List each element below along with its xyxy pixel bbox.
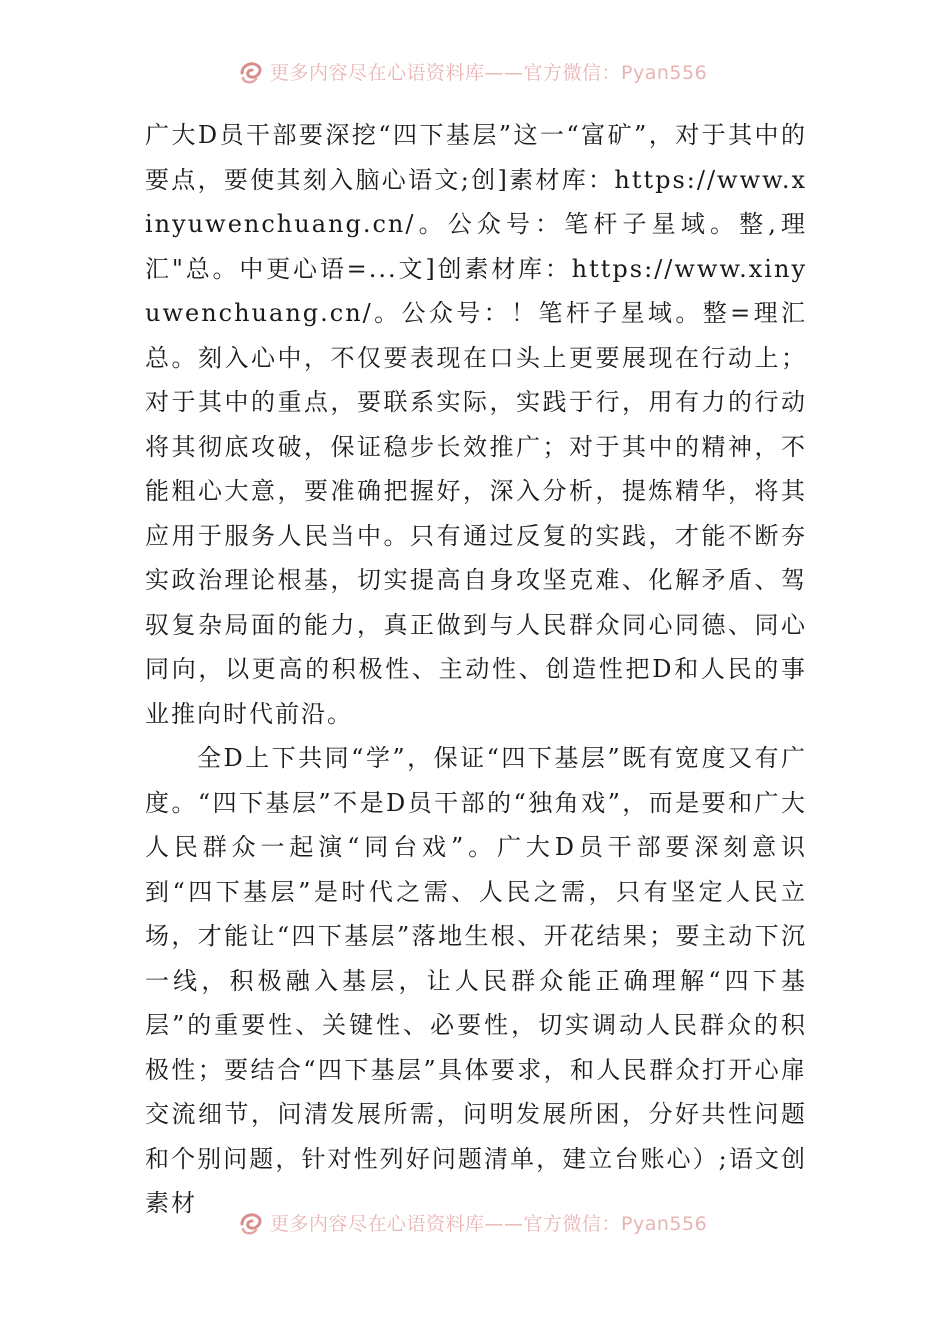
swirl-logo-icon: [238, 57, 266, 85]
watermark-header: [238, 56, 718, 86]
document-body: [145, 113, 807, 1226]
watermark-footer: [238, 1207, 718, 1237]
swirl-logo-icon: [238, 1208, 266, 1236]
paragraph-2: 全D上下共同“学”，保证“四下基层”既有宽度又有广度。“四下基层”不是D员干部的“独角戏”，而是要和广大人民群众一起演“同台戏”。广大D员干部要深刻意识到“四下基层”是时代之需、人民之需，只有坚定人民立场，才能让“四下基层”落地生根、开花结果；要主动下沉一线，积极融入基层，让人民群众能正确理解“四下基层”的重要性、关键性、必要性，切实调动人民群众的积极性；要结合“四下基层”具体要求，和人民群众打开心扉交流细节，问清发展所需，问明发展所困，分好共性问题和个别问题，针对性列好问题清单，建立台账心）;语文创素材: [145, 744, 807, 1217]
watermark-text: 更多内容尽在心语资料库——官方微信：Pyan556: [270, 1212, 708, 1235]
watermark-text: 更多内容尽在心语资料库——官方微信：Pyan556: [270, 61, 708, 84]
paragraph-1: 广大D员干部要深挖“四下基层”这一“富矿”，对于其中的要点，要使其刻入脑心语文;创]素材库：https://www.xinyuwenchuang.cn/。公众号：笔杆子星域。整,理汇"总。中更心语=...文]创素材库：https://www.xinyuwenchuang.cn/。公众号：！笔杆子星域。整=理汇总。刻入心中，不仅要表现在口头上更要展现在行动上；对于其中的重点，要联系实际，实践于行，用有力的行动将其彻底攻破，保证稳步长效推广；对于其中的精神，不能粗心大意，要准确把握好，深入分析，提炼精华，将其应用于服务人民当中。只有通过反复的实践，才能不断夯实政治理论根基，切实提高自身攻坚克难、化解矛盾、驾驭复杂局面的能力，真正做到与人民群众同心同德、同心同向，以更高的积极性、主动性、创造性把D和人民的事业推向时代前沿。: [145, 121, 807, 728]
